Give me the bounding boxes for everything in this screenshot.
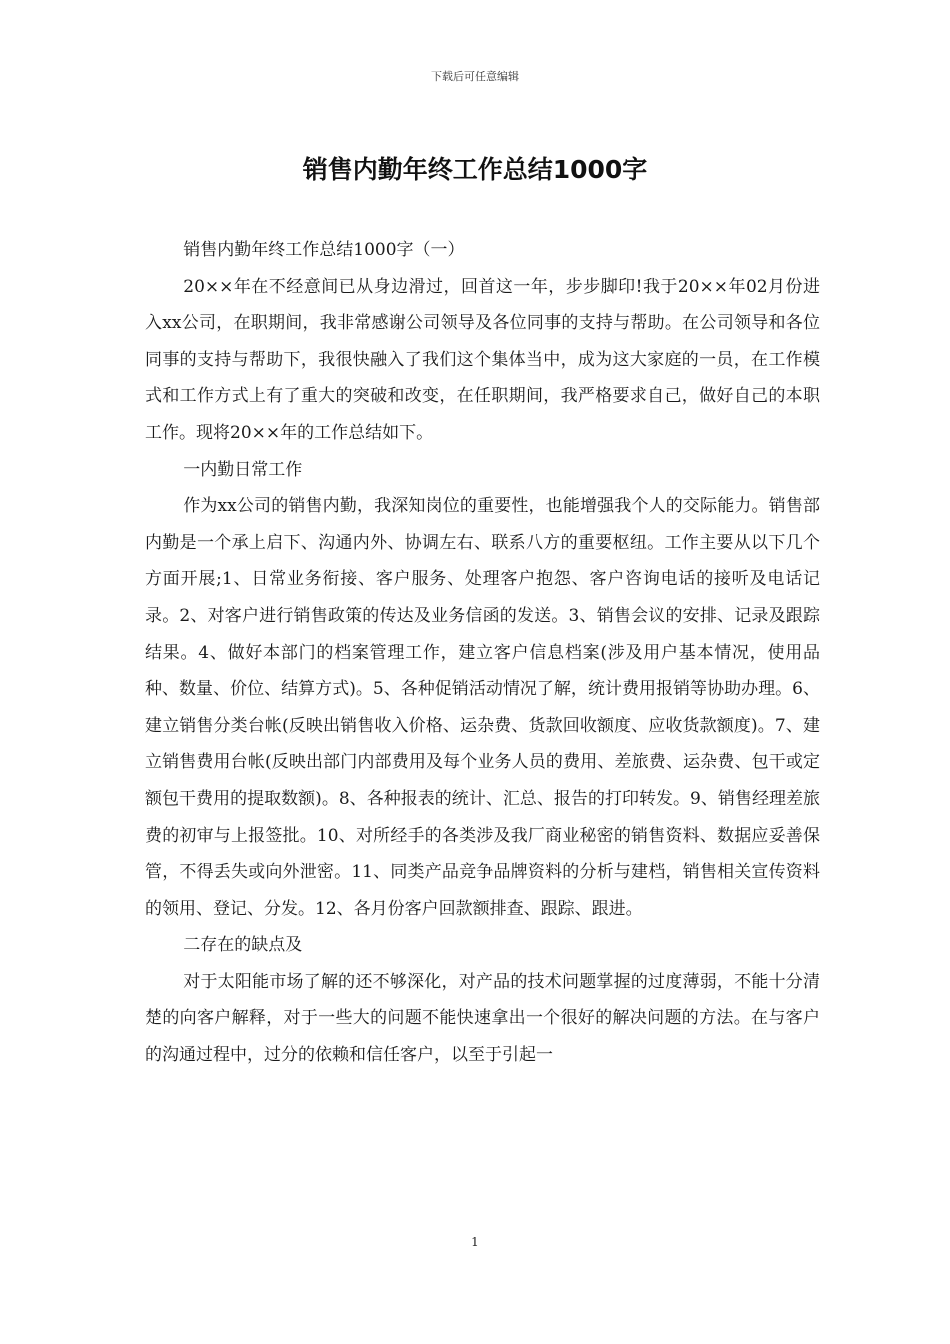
section-heading: 销售内勤年终工作总结1000字（一） <box>183 240 465 260</box>
document-body <box>145 232 820 1074</box>
section-heading: 一内勤日常工作 <box>183 459 303 480</box>
page-number: 1 <box>471 1235 479 1249</box>
paragraph: 作为xx公司的销售内勤，我深知岗位的重要性，也能增强我个人的交际能力。销售部内勤是一个承上启下、沟通内外、协调左右、联系八方的重要枢纽。工作主要从以下几个方面开展;1、日常业务衔接、客户服务、处理客户抱怨、客户咨询电话的接听及电话记录。2、对客户进行销售政策的传达及业务信函的发送。3、销售会议的安排、记录及跟踪结果。4、做好本部门的档案管理工作，建立客户信息档案(涉及用户基本情况，使用品种、数量、价位、结算方式)。5、各种促销活动情况了解，统计费用报销等协助办理。6、建立销售分类台帐(反映出销售收入价格、运杂费、货款回收额度、应收货款额度)。7、建立销售费用台帐(反映出部门内部费用及每个业务人员的费用、差旅费、运杂费、包干或定额包干费用的提取数额)。8、各种报表的统计、汇总、报告的打印转发。9、销售经理差旅费的初审与上报签批。10、对所经手的各类涉及我厂商业秘密的销售资料、数据应妥善保管，不得丢失或向外泄密。11、同类产品竞争品牌资料的分析与建档，销售相关宣传资料的领用、登记、分发。12、各月份客户回款额排查、跟踪、跟进。 <box>145 496 820 919</box>
document-title: 销售内勤年终工作总结1000字 <box>302 155 648 184</box>
paragraph: 对于太阳能市场了解的还不够深化，对产品的技术问题掌握的过度薄弱，不能十分清楚的向客户解释，对于一些大的问题不能快速拿出一个很好的解决问题的方法。在与客户的沟通过程中，过分的依赖和信任客户，以至于引起一 <box>145 971 820 1066</box>
paragraph: 20××年在不经意间已从身边滑过，回首这一年，步步脚印!我于20××年02月份进入xx公司，在职期间，我非常感谢公司领导及各位同事的支持与帮助。在公司领导和各位同事的支持与帮助下，我很快融入了我们这个集体当中，成为这大家庭的一员，在工作模式和工作方式上有了重大的突破和改变，在任职期间，我严格要求自己，做好自己的本职工作。现将20××年的工作总结如下。 <box>145 276 820 443</box>
header-note: 下载后可任意编辑 <box>431 70 519 83</box>
section-heading: 二存在的缺点及 <box>183 935 303 956</box>
